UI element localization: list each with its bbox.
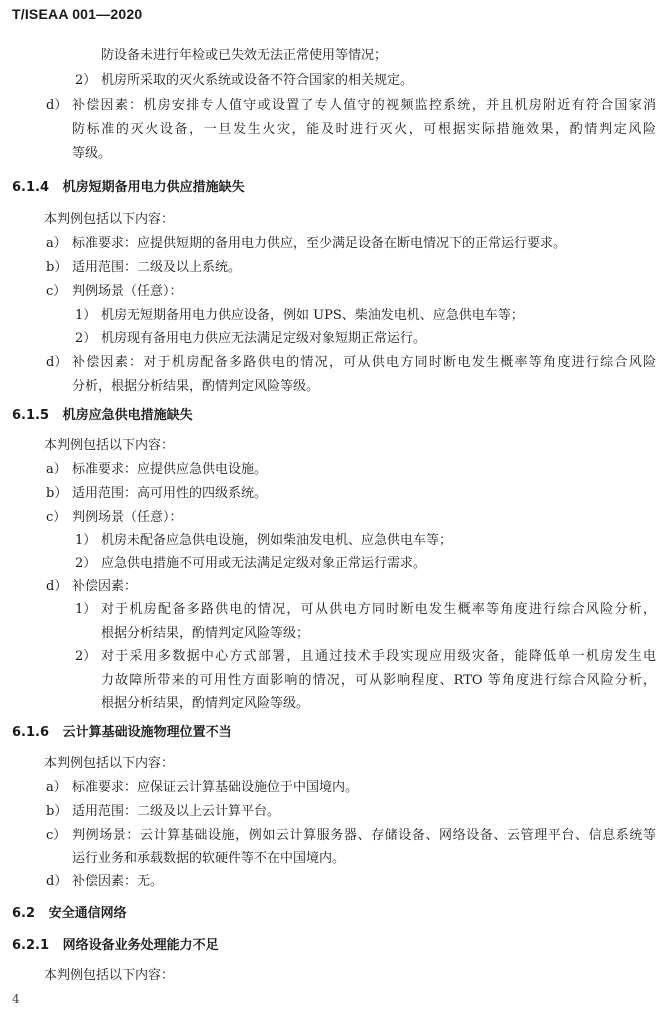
- text-line: 判例场景：云计算基础设施，例如云计算服务器、存储设备、网络设备、云管理平台、信息系统等: [72, 828, 656, 843]
- list-label: c）: [46, 510, 67, 525]
- section-title: 机房应急供电措施缺失: [62, 408, 193, 423]
- section-title: 安全通信网络: [48, 906, 127, 921]
- section-heading: [12, 906, 127, 922]
- section-number: 6.2: [12, 906, 36, 921]
- text-line: 应急供电措施不可用或无法满足定级对象正常运行需求。: [101, 556, 427, 571]
- text-line: 适用范围：二级及以上系统。: [72, 260, 242, 275]
- section-heading: [12, 180, 245, 196]
- text-line: 补偿因素：机房安排专人值守或设置了专人值守的视频监控系统，并且机房附近有符合国家消: [72, 98, 656, 113]
- text-line: 分析，根据分析结果，酌情判定风险等级。: [72, 379, 320, 394]
- section-number: 6.1.6: [12, 725, 50, 740]
- list-label: d）: [46, 874, 68, 889]
- list-label: c）: [46, 284, 67, 299]
- section-number: 6.1.5: [12, 408, 50, 423]
- list-label: b）: [46, 486, 68, 501]
- text-line: 补偿因素：: [72, 579, 138, 594]
- list-label: c）: [46, 828, 67, 843]
- section-title: 网络设备业务处理能力不足: [62, 938, 219, 953]
- text-line: 标准要求：应保证云计算基础设施位于中国境内。: [72, 780, 359, 795]
- list-label: 1）: [75, 308, 97, 323]
- text-line: 防设备未进行年检或已失效无法正常使用等情况；: [101, 48, 388, 63]
- text-line: 本判例包括以下内容：: [44, 438, 175, 453]
- list-label: 2）: [75, 556, 97, 571]
- text-line: 机房未配备应急供电设施，例如柴油发电机、应急供电车等；: [101, 533, 453, 548]
- list-label: a）: [46, 236, 67, 251]
- page-number: 4: [12, 992, 20, 1006]
- text-line: 运行业务和承载数据的软硬件等不在中国境内。: [72, 851, 346, 866]
- section-heading: [12, 408, 193, 424]
- text-line: 对于采用多数据中心方式部署，且通过技术手段实现应用级灾备，能降低单一机房发生电: [101, 649, 656, 664]
- text-line: 标准要求：应提供短期的备用电力供应，至少满足设备在断电情况下的正常运行要求。: [72, 236, 567, 251]
- list-label: b）: [46, 804, 68, 819]
- text-line: 适用范围：二级及以上云计算平台。: [72, 804, 281, 819]
- text-line: 适用范围：高可用性的四级系统。: [72, 486, 268, 501]
- text-line: 力故障所带来的可用性方面影响的情况，可从影响程度、RTO 等角度进行综合风险分析，: [101, 673, 656, 688]
- text-line: 机房所采取的灭火系统或设备不符合国家的相关规定。: [101, 73, 414, 88]
- text-line: 等级。: [72, 146, 112, 161]
- list-label: a）: [46, 462, 67, 477]
- section-number: 6.1.4: [12, 180, 50, 195]
- list-label: d）: [46, 355, 68, 370]
- text-line: 本判例包括以下内容：: [44, 756, 175, 771]
- text-line: 机房现有备用电力供应无法满足定级对象短期正常运行。: [101, 331, 427, 346]
- text-line: 根据分析结果，酌情判定风险等级。: [101, 696, 310, 711]
- list-label: a）: [46, 780, 67, 795]
- list-label: 2）: [75, 331, 97, 346]
- text-line: 对于机房配备多路供电的情况，可从供电方同时断电发生概率等角度进行综合风险分析，: [101, 602, 656, 617]
- document-id-header: T/ISEAA 001—2020: [12, 6, 143, 22]
- text-line: 补偿因素：无。: [72, 874, 164, 889]
- text-line: 根据分析结果，酌情判定风险等级；: [101, 626, 310, 641]
- list-label: 2）: [75, 73, 97, 88]
- section-number: 6.2.1: [12, 938, 50, 953]
- section-title: 云计算基础设施物理位置不当: [62, 725, 232, 740]
- section-title: 机房短期备用电力供应措施缺失: [62, 180, 245, 195]
- text-line: 标准要求：应提供应急供电设施。: [72, 462, 268, 477]
- section-heading: [12, 938, 219, 954]
- list-label: b）: [46, 260, 68, 275]
- list-label: d）: [46, 579, 68, 594]
- text-line: 本判例包括以下内容：: [44, 968, 175, 983]
- text-line: 补偿因素：对于机房配备多路供电的情况，可从供电方同时断电发生概率等角度进行综合风险: [72, 355, 656, 370]
- text-line: 判例场景（任意）：: [72, 510, 183, 525]
- list-label: 1）: [75, 533, 97, 548]
- text-line: 本判例包括以下内容：: [44, 212, 175, 227]
- list-label: 1）: [75, 602, 97, 617]
- text-line: 防标准的灭火设备，一旦发生火灾，能及时进行灭火，可根据实际措施效果，酌情判定风险: [72, 122, 656, 137]
- section-heading: [12, 725, 232, 741]
- text-line: 判例场景（任意）：: [72, 284, 183, 299]
- text-line: 机房无短期备用电力供应设备，例如 UPS、柴油发电机、应急供电车等；: [101, 308, 524, 323]
- list-label: d）: [46, 98, 68, 113]
- list-label: 2）: [75, 649, 97, 664]
